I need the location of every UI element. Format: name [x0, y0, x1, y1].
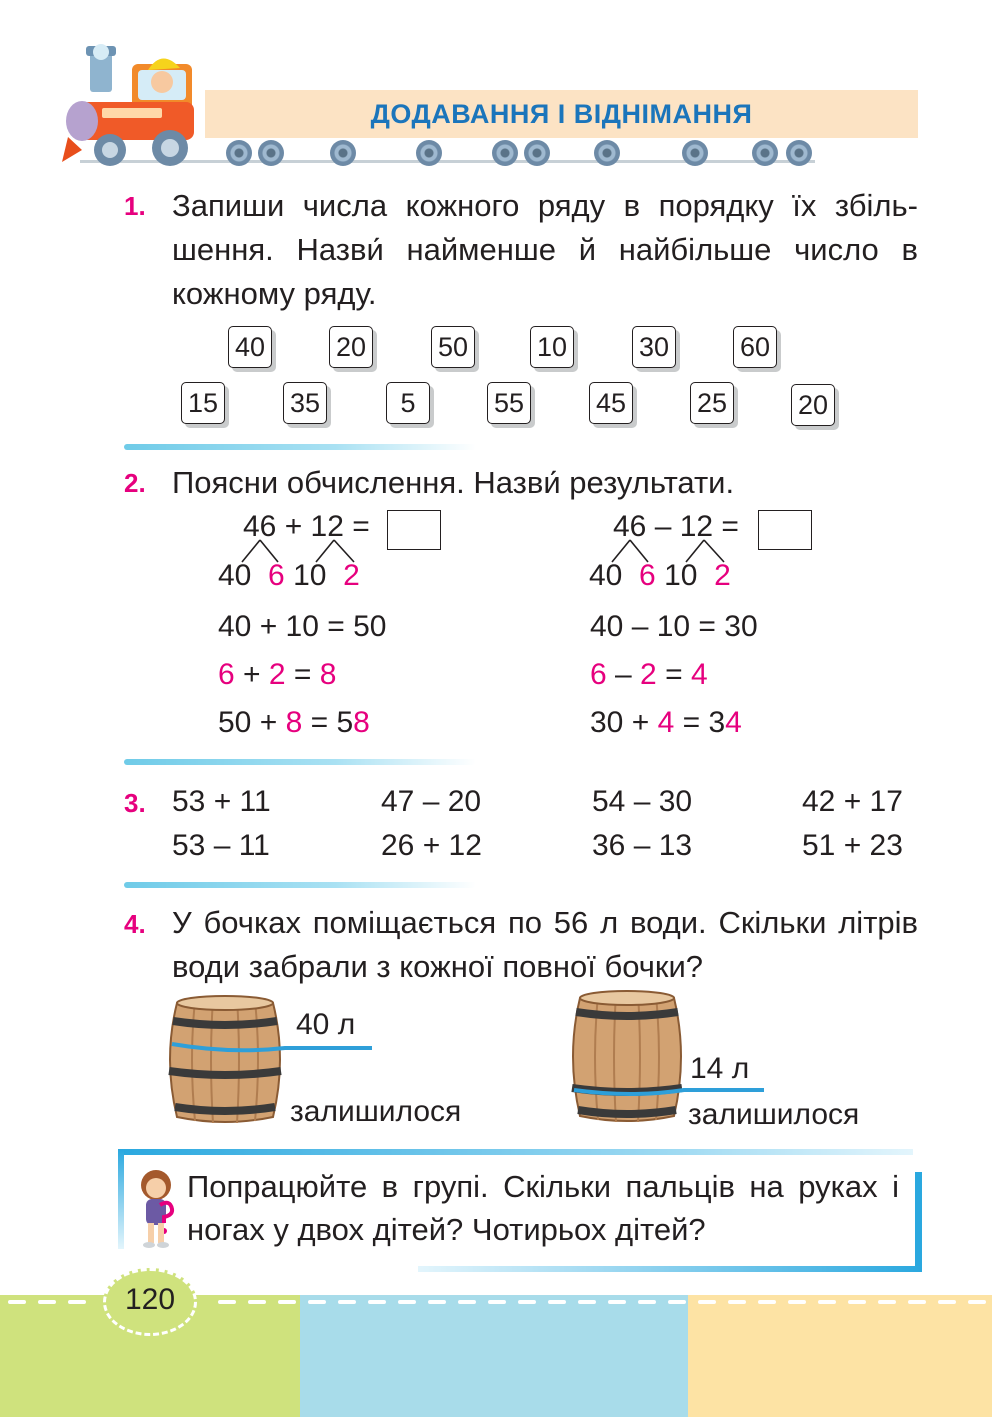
wheel-icon [682, 140, 708, 166]
footer-dash [8, 1300, 26, 1304]
expression: 53 + 11 [172, 785, 271, 818]
footer-dash [818, 1300, 836, 1304]
wheel-icon [416, 140, 442, 166]
footer-dash [308, 1300, 326, 1304]
footer-dash [938, 1300, 956, 1304]
eq-result: 4 [690, 658, 708, 691]
footer-dash [518, 1300, 536, 1304]
split-ones: 6 [639, 559, 656, 592]
wheel-icon [330, 140, 356, 166]
footer-dash [368, 1300, 386, 1304]
group-text-line: ногах у двох дітей? Чотирьох дітей? [187, 1212, 706, 1247]
eq-term: 30 + [590, 706, 658, 739]
footer-dash [638, 1300, 656, 1304]
footer-dash [248, 1300, 266, 1304]
footer-dash [878, 1300, 896, 1304]
barrel-caption: залишилося [290, 1095, 462, 1128]
eq-term: 6 [218, 658, 235, 691]
expression: 26 + 12 [381, 829, 482, 862]
barrel-amount: 14 л [690, 1052, 750, 1085]
footer-dash [428, 1300, 446, 1304]
expression: 42 + 17 [802, 785, 903, 818]
split-ones: 2 [343, 559, 360, 592]
task-text-line: кожному ряду. [172, 276, 377, 311]
number-card: 55 [487, 382, 531, 424]
footer-dash [608, 1300, 626, 1304]
footer-dash [278, 1300, 296, 1304]
split-row [218, 559, 360, 593]
wheel-icon [258, 140, 284, 166]
eq-term: 4 [657, 706, 675, 739]
answer-box [758, 510, 812, 550]
group-text-line: Попрацюйте в групі. Скільки пальців на руках і [187, 1169, 899, 1204]
number-card: 15 [181, 382, 225, 424]
number-card: 20 [791, 384, 835, 426]
equation [590, 658, 708, 692]
footer-dash [728, 1300, 746, 1304]
split-tens: 40 [589, 559, 623, 592]
eq-term: 2 [640, 658, 657, 691]
barrel-amount: 40 л [296, 1008, 356, 1041]
eq-result: 8 [353, 706, 370, 739]
section-divider [124, 759, 476, 765]
footer-dash [848, 1300, 866, 1304]
barrel-icon [568, 990, 686, 1125]
footer-dash [38, 1300, 56, 1304]
expression: 46 – 12 = [613, 510, 739, 543]
eq-term: 8 [285, 706, 303, 739]
eq-op: – [606, 658, 641, 691]
number-card: 60 [733, 326, 777, 368]
section-divider [124, 444, 476, 450]
split-row [589, 559, 731, 593]
footer-dash [338, 1300, 356, 1304]
task-number: 4. [124, 909, 146, 939]
expression: 47 – 20 [381, 785, 482, 818]
eq-op: = 5 [302, 706, 354, 739]
footer-dash [668, 1300, 686, 1304]
eq-result: 8 [319, 658, 337, 691]
number-card: 25 [690, 382, 734, 424]
footer-dash [698, 1300, 716, 1304]
task-text-line: води забрали з кожної повної бочки? [172, 949, 704, 984]
number-card: 5 [386, 382, 430, 424]
task-text-line: шення. Назви́ найменше й найбільше число в [172, 232, 918, 267]
train-icon [62, 42, 212, 172]
eq-op: = [285, 658, 320, 691]
wheel-icon [786, 140, 812, 166]
wheel-icon [752, 140, 778, 166]
number-card: 10 [530, 326, 574, 368]
split-tens: 40 [218, 559, 252, 592]
eq-term: 2 [268, 658, 286, 691]
wheel-icon [226, 140, 252, 166]
page-number: 120 [124, 1283, 176, 1316]
number-card: 30 [632, 326, 676, 368]
equation [590, 706, 742, 740]
water-level-line [170, 1040, 375, 1060]
split-ones: 2 [714, 559, 731, 592]
task-text-line: У бочках поміщається по 56 л води. Скільки літрів [172, 905, 918, 940]
footer-band-orange [688, 1295, 992, 1417]
task-text: Поясни обчислення. Назви́ результати. [172, 465, 735, 500]
box-right-border [915, 1172, 922, 1272]
footer-dash [458, 1300, 476, 1304]
footer-dash [578, 1300, 596, 1304]
eq-op: + [234, 658, 269, 691]
barrel-caption: залишилося [688, 1098, 860, 1131]
number-card: 45 [589, 382, 633, 424]
barrel-icon [165, 995, 285, 1125]
answer-box [387, 510, 441, 550]
footer-dash [398, 1300, 416, 1304]
footer-dash [218, 1300, 236, 1304]
footer-dash [68, 1300, 86, 1304]
eq-result: 4 [725, 706, 742, 739]
footer-dash [548, 1300, 566, 1304]
task-number: 3. [124, 788, 146, 818]
box-left-border [118, 1149, 124, 1249]
equation [218, 658, 336, 692]
number-card: 35 [283, 382, 327, 424]
number-card: 50 [431, 326, 475, 368]
expression: 54 – 30 [592, 785, 693, 818]
box-top-border [118, 1149, 913, 1155]
split-tens: 10 [293, 559, 327, 592]
expression: 51 + 23 [802, 829, 903, 862]
equation: 40 – 10 = 30 [590, 610, 758, 643]
section-divider [124, 882, 476, 888]
number-card: 20 [329, 326, 373, 368]
eq-term: 6 [590, 658, 607, 691]
equation [218, 706, 370, 740]
task-number: 2. [124, 468, 146, 498]
box-bottom-border [418, 1266, 922, 1272]
wheel-icon [492, 140, 518, 166]
split-ones: 6 [268, 559, 285, 592]
eq-op: = [656, 658, 691, 691]
expression: 53 – 11 [172, 829, 270, 862]
equation: 40 + 10 = 50 [218, 610, 387, 643]
expression: 36 – 13 [592, 829, 693, 862]
footer-dash [758, 1300, 776, 1304]
footer-dash [908, 1300, 926, 1304]
eq-term: 50 + [218, 706, 286, 739]
task-text-line: Запиши числа кожного ряду в порядку їх збіль- [172, 188, 918, 223]
footer-band-blue [300, 1295, 688, 1417]
expression: 46 + 12 = [243, 510, 370, 543]
header-title: ДОДАВАННЯ І ВІДНІМАННЯ [370, 99, 753, 129]
split-tens: 10 [664, 559, 698, 592]
number-card: 40 [228, 326, 272, 368]
eq-op: = 3 [674, 706, 726, 739]
footer-dash [788, 1300, 806, 1304]
wheel-icon [594, 140, 620, 166]
question-girl-icon [132, 1165, 182, 1250]
footer-dash [968, 1300, 986, 1304]
footer-dash [488, 1300, 506, 1304]
wheel-icon [524, 140, 550, 166]
task-number: 1. [124, 191, 146, 221]
